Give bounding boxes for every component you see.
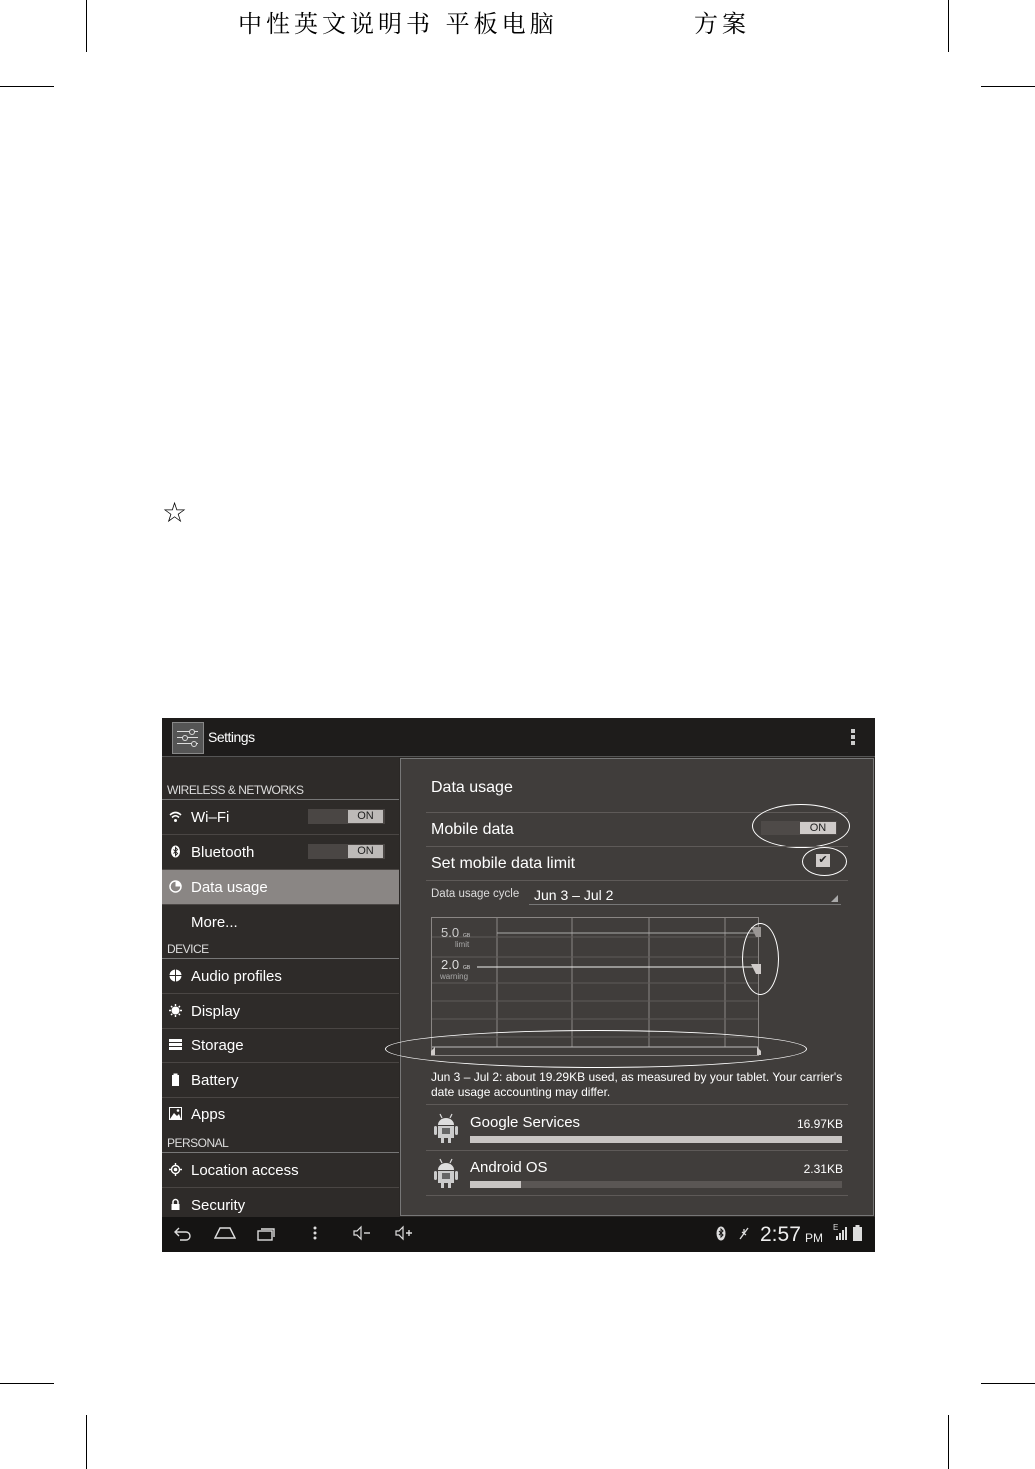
settings-icon[interactable] [172, 722, 204, 754]
highlight-circle [802, 847, 847, 876]
limit-label: limit [455, 940, 470, 949]
sidebar-item-label: Apps [191, 1106, 226, 1123]
crop-mark [981, 86, 1035, 87]
volume-down-icon[interactable] [352, 1225, 372, 1246]
volume-up-icon[interactable] [394, 1225, 414, 1246]
app-usage-size: 2.31KB [803, 1162, 843, 1176]
star-icon: ☆ [162, 496, 188, 529]
signal-icon [836, 1227, 848, 1243]
highlight-circle [752, 804, 850, 848]
battery-status-icon [853, 1225, 862, 1244]
android-app-icon [434, 1157, 458, 1189]
crop-mark [948, 1415, 949, 1469]
sidebar-item-audio-profiles[interactable] [162, 959, 399, 994]
warning-unit: GB [463, 965, 471, 971]
toggle-state: ON [348, 845, 383, 858]
app-usage-size: 16.97KB [796, 1117, 843, 1131]
mobile-data-label: Mobile data [431, 821, 514, 838]
apps-icon [169, 1107, 182, 1120]
usage-summary: Jun 3 – Jul 2: about 19.29KB used, as measured by your tablet. Your carrier's date usage accounting may differ. [431, 1070, 843, 1099]
sidebar-item-label: Data usage [191, 879, 268, 896]
sidebar-item-apps[interactable] [162, 1097, 399, 1131]
network-type: E [833, 1223, 839, 1232]
sidebar-item-more[interactable] [162, 905, 399, 939]
bluetooth-status-icon [716, 1226, 726, 1244]
cycle-label: Data usage cycle [431, 888, 520, 900]
location-icon [169, 1163, 182, 1176]
sidebar-item-label: Security [191, 1197, 246, 1214]
sidebar-item-label: Battery [191, 1072, 239, 1089]
divider [426, 846, 848, 847]
sidebar-item-label: Display [191, 1003, 241, 1020]
crop-mark [0, 1383, 54, 1384]
toggle-state: ON [348, 810, 383, 823]
cycle-dropdown[interactable]: Jun 3 – Jul 2 [534, 887, 614, 903]
status-ampm: PM [805, 1231, 823, 1245]
data-limit-label: Set mobile data limit [431, 855, 576, 872]
app-usage-row[interactable] [426, 1151, 848, 1194]
app-name: Android OS [470, 1159, 548, 1176]
warning-label: warning [440, 972, 469, 981]
recent-apps-icon[interactable] [257, 1225, 277, 1246]
action-bar [162, 718, 875, 757]
crop-mark [981, 1383, 1035, 1384]
overflow-menu-icon[interactable] [851, 729, 855, 747]
sidebar-item-location-access[interactable] [162, 1153, 399, 1188]
warning-value: 2.0 [441, 957, 460, 972]
back-icon[interactable] [174, 1225, 192, 1246]
data-usage-icon [169, 880, 182, 893]
sidebar-item-label: More... [191, 914, 238, 931]
divider [426, 1104, 848, 1105]
sidebar-item-label: Location access [191, 1162, 299, 1179]
usage-bar [470, 1181, 842, 1188]
lock-icon [169, 1198, 182, 1211]
audio-icon [169, 969, 182, 982]
limit-unit: GB [463, 933, 471, 939]
display-icon [169, 1004, 182, 1017]
usage-bar-fill [470, 1136, 842, 1143]
battery-icon [169, 1073, 182, 1086]
highlight-circle [742, 923, 779, 995]
divider [426, 1195, 848, 1196]
sidebar-item-bluetooth[interactable] [162, 835, 399, 870]
usage-bar [470, 1136, 842, 1143]
wifi-toggle[interactable] [308, 809, 385, 824]
sidebar-item-data-usage[interactable] [162, 870, 399, 905]
document-title-suffix: 方案 [694, 10, 750, 38]
sidebar-item-wifi[interactable] [162, 800, 399, 835]
limit-value: 5.0 [441, 925, 460, 940]
settings-sidebar [162, 757, 399, 1217]
dropdown-arrow-icon[interactable] [831, 895, 838, 902]
divider [426, 880, 848, 881]
status-clock: 2:57 [760, 1223, 801, 1246]
home-icon[interactable] [214, 1225, 236, 1246]
bluetooth-icon [169, 845, 182, 858]
data-usage-panel [400, 758, 874, 1216]
system-nav-bar [162, 1217, 875, 1252]
toggle-state: ON [800, 822, 836, 834]
storage-icon [169, 1038, 182, 1051]
tablet-screen [162, 718, 875, 1252]
bluetooth-toggle[interactable] [308, 844, 385, 859]
crop-mark [86, 0, 87, 52]
sidebar-item-label: Audio profiles [191, 968, 282, 985]
document-title: 中性英文说明书 平板电脑 [238, 10, 558, 38]
android-app-icon [434, 1112, 458, 1144]
sidebar-item-label: Bluetooth [191, 844, 255, 861]
crop-mark [0, 86, 54, 87]
sidebar-item-battery[interactable] [162, 1063, 399, 1098]
section-header-wireless: WIRELESS & NETWORKS [167, 783, 304, 797]
sidebar-item-display[interactable] [162, 994, 399, 1029]
wifi-icon [169, 810, 182, 823]
data-limit-checkbox[interactable]: ✔ [816, 854, 830, 867]
sidebar-item-storage[interactable] [162, 1028, 399, 1063]
app-name: Google Services [470, 1114, 581, 1131]
crop-mark [86, 1415, 87, 1469]
dropdown-underline [529, 904, 841, 905]
panel-title: Data usage [431, 779, 513, 796]
sidebar-item-label: Wi–Fi [191, 809, 230, 826]
highlight-circle [385, 1030, 807, 1068]
usage-bar-fill [470, 1181, 521, 1188]
crop-mark [948, 0, 949, 52]
menu-dots-icon[interactable] [312, 1225, 318, 1246]
usb-debug-icon [738, 1226, 750, 1244]
section-header-device: DEVICE [167, 942, 209, 956]
section-header-personal: PERSONAL [167, 1136, 229, 1150]
sidebar-item-label: Storage [191, 1037, 244, 1054]
app-title: Settings [208, 729, 255, 745]
app-usage-row[interactable] [426, 1106, 848, 1149]
